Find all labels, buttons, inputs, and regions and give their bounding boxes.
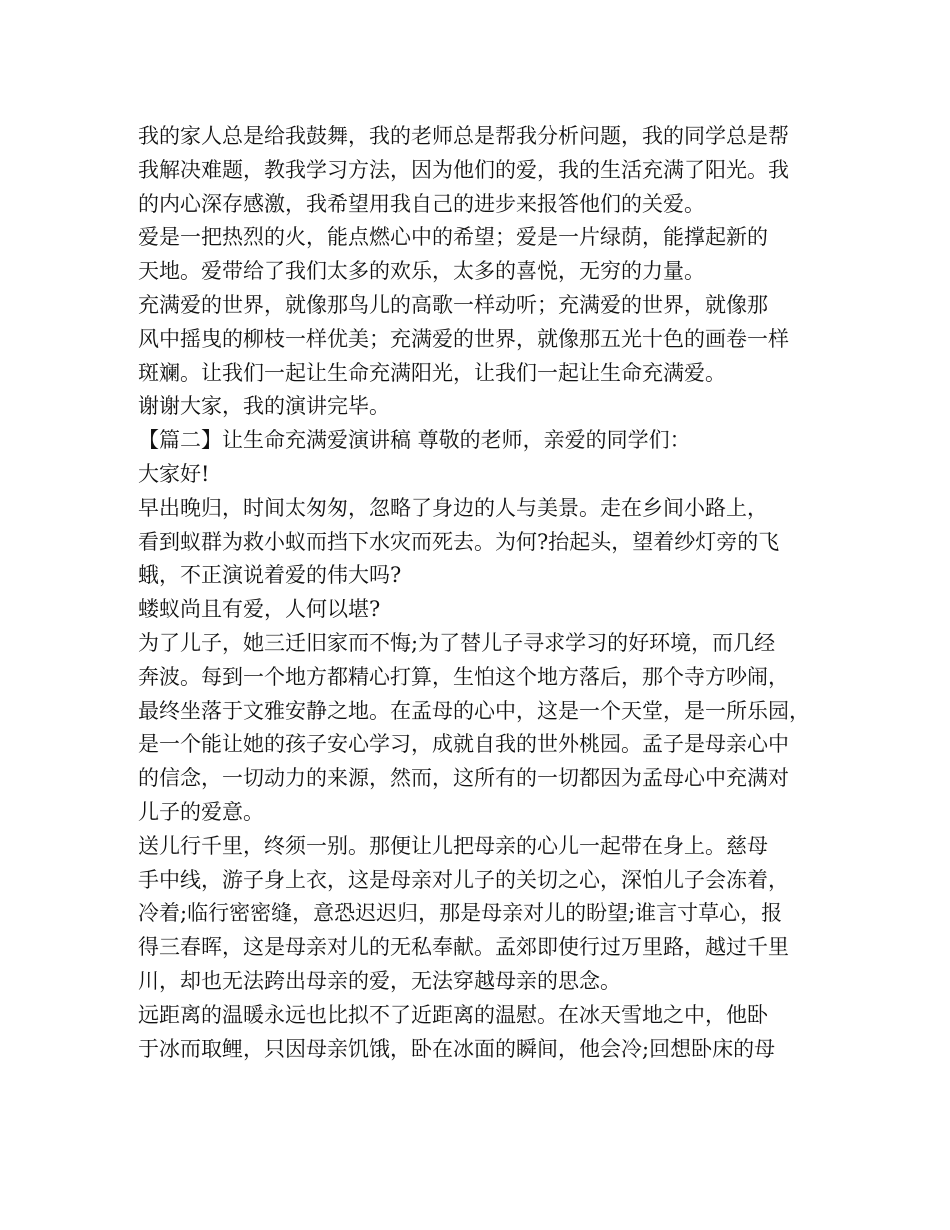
text-line: 为了儿子，她三迁旧家而不悔;为了替儿子寻求学习的好环境，而几经	[138, 630, 776, 655]
text-line: 手中线，游子身上衣，这是母亲对儿子的关切之心，深怕儿子会冻着，	[138, 867, 789, 892]
text-line: 我的家人总是给我鼓舞，我的老师总是帮我分析问题，我的同学总是帮	[138, 124, 789, 148]
text-line: 斑斓。让我们一起让生命充满阳光，让我们一起让生命充满爱。	[138, 360, 726, 385]
text-line: 奔波。每到一个地方都精心打算，生怕这个地方落后，那个寺方吵闹，	[138, 664, 789, 689]
text-line: 我解决难题，教我学习方法，因为他们的爱，我的生活充满了阳光。我	[138, 157, 789, 182]
text-line: 的信念，一切动力的来源，然而，这所有的一切都因为孟母心中充满对	[138, 766, 789, 791]
text-line: 蛾，不正演说着爱的伟大吗?	[138, 563, 402, 588]
text-line: 大家好!	[138, 461, 210, 486]
text-line: 谢谢大家，我的演讲完毕。	[138, 394, 390, 419]
text-line: 蝼蚁尚且有爱，人何以堪?	[138, 597, 381, 622]
text-line: 爱是一把热烈的火，能点燃心中的希望；爱是一片绿荫，能撑起新的	[138, 225, 768, 250]
text-line: 风中摇曳的柳枝一样优美；充满爱的世界，就像那五光十色的画卷一样	[138, 326, 789, 351]
text-line: 早出晚归，时间太匆匆，忽略了身边的人与美景。走在乡间小路上，	[138, 495, 768, 520]
text-line: 得三春晖，这是母亲对儿的无私奉献。孟郊即使行过万里路，越过千里	[138, 935, 789, 960]
text-line: 最终坐落于文雅安静之地。在孟母的心中，这是一个天堂，是一所乐园，	[138, 698, 810, 723]
text-line: 送儿行千里，终须一别。那便让儿把母亲的心儿一起带在身上。慈母	[138, 833, 768, 858]
text-line: 【篇二】让生命充满爱演讲稿 尊敬的老师，亲爱的同学们：	[138, 428, 691, 453]
text-line: 是一个能让她的孩子安心学习，成就自我的世外桃园。孟子是母亲心中	[138, 732, 789, 757]
text-line: 天地。爱带给了我们太多的欢乐，太多的喜悦，无穷的力量。	[138, 259, 705, 284]
text-line: 冷着;临行密密缝，意恐迟迟归，那是母亲对儿的盼望;谁言寸草心，报	[138, 901, 783, 926]
text-line: 充满爱的世界，就像那鸟儿的高歌一样动听；充满爱的世界，就像那	[138, 292, 768, 317]
body-text	[138, 120, 838, 1066]
text-line: 看到蚁群为救小蚁而挡下水灾而死去。为何?抬起头，望着纱灯旁的飞	[138, 529, 780, 554]
text-line: 的内心深存感激，我希望用我自己的进步来报答他们的关爱。	[138, 191, 705, 216]
text-line: 川，却也无法跨出母亲的爱，无法穿越母亲的思念。	[138, 968, 621, 993]
text-line: 儿子的爱意。	[138, 799, 264, 824]
text-line: 于冰而取鲤，只因母亲饥饿，卧在冰面的瞬间，他会冷;回想卧床的母	[138, 1036, 776, 1061]
text-line: 远距离的温暖永远也比拟不了近距离的温慰。在冰天雪地之中，他卧	[138, 1002, 768, 1027]
